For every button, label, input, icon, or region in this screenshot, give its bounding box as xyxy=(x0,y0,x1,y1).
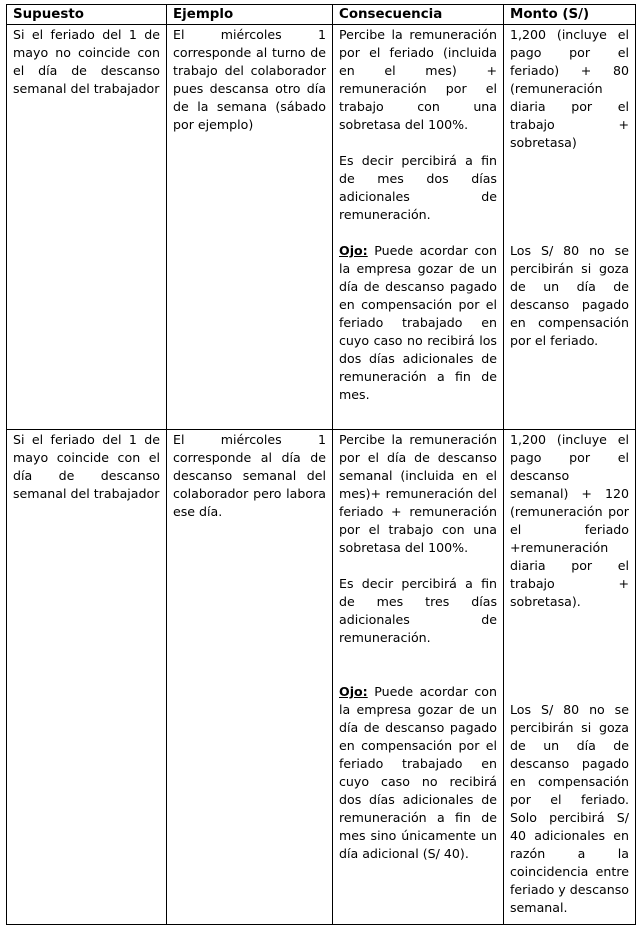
consecuencia-text-3: Puede acordar con la empresa gozar de un día de descanso pagado en compensación por el feriado trabajado en cuyo caso no recibirá dos días adicionales de remuneración a fin de mes sino únicamente un día adicional (S/ 40). xyxy=(339,684,497,861)
supuesto-text: Si el feriado del 1 de mayo no coincide con el día de descanso semanal del trabajador xyxy=(13,27,160,96)
monto-text-1: 1,200 (incluye el pago por el descanso semanal) + 120 (remuneración por el feriado +remuneración diaria por el trabajo + sobretasa). xyxy=(510,432,629,609)
consecuencia-text-2: Es decir percibirá a fin de mes tres días adicionales de remuneración. xyxy=(339,576,497,645)
remuneration-table xyxy=(6,4,636,925)
supuesto-text: Si el feriado del 1 de mayo coincide con el día de descanso semanal del trabajador xyxy=(13,432,160,501)
header-row xyxy=(7,5,636,25)
ejemplo-cell xyxy=(167,25,333,430)
supuesto-cell xyxy=(7,25,167,430)
consecuencia-note xyxy=(339,683,497,863)
table-row xyxy=(7,430,636,925)
monto-cell xyxy=(504,430,636,925)
consecuencia-text-1: Percibe la remuneración por el día de descanso semanal (incluida en el mes)+ remuneración del feriado + remuneración por el trabajo con una sobretasa del 100%. xyxy=(339,432,497,555)
header-consecuencia: Consecuencia xyxy=(333,5,504,25)
consecuencia-note xyxy=(339,242,497,404)
header-ejemplo: Ejemplo xyxy=(167,5,333,25)
ejemplo-text: El miércoles 1 corresponde al día de descanso semanal del colaborador pero labora ese día. xyxy=(173,432,326,519)
monto-cell xyxy=(504,25,636,430)
table-row xyxy=(7,25,636,430)
supuesto-cell xyxy=(7,430,167,925)
consecuencia-text-2: Es decir percibirá a fin de mes dos días adicionales de remuneración. xyxy=(339,153,497,222)
consecuencia-text-3: Puede acordar con la empresa gozar de un día de descanso pagado en compensación por el feriado trabajado en cuyo caso no recibirá los dos días adicionales de remuneración a fin de mes. xyxy=(339,243,497,402)
monto-text-2: Los S/ 80 no se percibirán si goza de un día de descanso pagado en compensación por el feriado. Solo percibirá S/ 40 adicionales en razón a la coincidencia entre feriado y descanso semanal. xyxy=(510,702,629,915)
consecuencia-cell xyxy=(333,25,504,430)
ejemplo-cell xyxy=(167,430,333,925)
header-monto: Monto (S/) xyxy=(504,5,636,25)
consecuencia-text-1: Percibe la remuneración por el feriado (incluida en el mes) + remuneración por el trabajo con una sobretasa del 100%. xyxy=(339,27,497,132)
monto-text-1: 1,200 (incluye el pago por el feriado) + 80 (remuneración diaria por el trabajo + sobretasa) xyxy=(510,27,629,150)
ejemplo-text: El miércoles 1 corresponde al turno de trabajo del colaborador pues descansa otro día de la semana (sábado por ejemplo) xyxy=(173,27,326,132)
ojo-label: Ojo: xyxy=(339,684,368,699)
header-supuesto: Supuesto xyxy=(7,5,167,25)
ojo-label: Ojo: xyxy=(339,243,368,258)
monto-text-2: Los S/ 80 no se percibirán si goza de un día de descanso pagado en compensación por el feriado. xyxy=(510,243,629,348)
consecuencia-cell xyxy=(333,430,504,925)
